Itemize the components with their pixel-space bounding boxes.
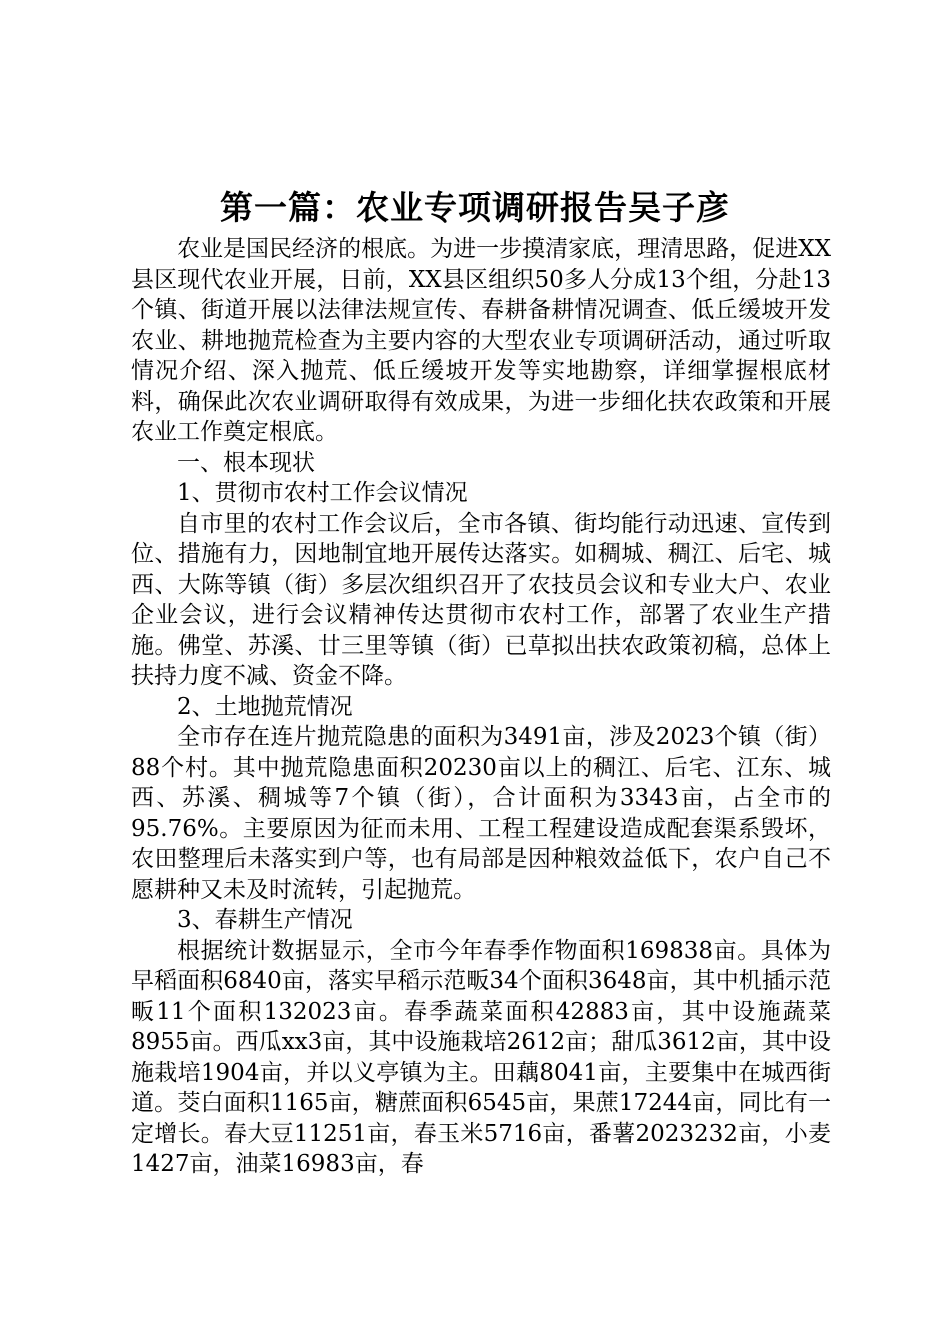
subsection-paragraph: 根据统计数据显示，全市今年春季作物面积169838亩。具体为早稻面积6840亩，落实早稻示范畈34个面积3648亩，其中机插示范畈11个面积132023亩。春季蔬菜面积42883亩，其中设施蔬菜8955亩。西瓜xx3亩，其中设施栽培2612亩；甜瓜3612亩，其中设施栽培1904亩，并以义亭镇为主。田藕8041亩，主要集中在城西街道。茭白面积1165亩，糖蔗面积6545亩，果蔗17244亩，同比有一定增长。春大豆11251亩，春玉米5716亩，番薯2023232亩，小麦1427亩，油菜16983亩，春 bbox=[131, 937, 831, 1177]
subsection-paragraph: 全市存在连片抛荒隐患的面积为3491亩，涉及2023个镇（街）88个村。其中抛荒隐患面积20230亩以上的稠江、后宅、江东、城西、苏溪、稠城等7个镇（街），合计面积为3343亩，占全市的95.76%。主要原因为征而未用、工程工程建设造成配套渠系毁坏，农田整理后未落实到户等，也有局部是因种粮效益低下，农户自己不愿耕种又未及时流转，引起抛荒。 bbox=[131, 724, 831, 903]
intro-paragraph: 农业是国民经济的根底。为进一步摸清家底，理清思路，促进XX县区现代农业开展，日前，XX县区组织50多人分成13个组，分赴13个镇、街道开展以法律法规宣传、春耕备耕情况调查、低丘缓坡开发农业、耕地抛荒检查为主要内容的大型农业专项调研活动，通过听取情况介绍、深入抛荒、低丘缓坡开发等实地勘察，详细掌握根底材料，确保此次农业调研取得有效成果，为进一步细化扶农政策和开展农业工作奠定根底。 bbox=[131, 236, 831, 445]
subsection-heading: 1、贯彻市农村工作会议情况 bbox=[177, 480, 468, 506]
section-heading: 一、根本现状 bbox=[177, 449, 315, 476]
document-body bbox=[131, 234, 831, 1180]
subsection-heading: 2、土地抛荒情况 bbox=[177, 693, 353, 720]
document-title: 第一篇：农业专项调研报告吴子彦 bbox=[220, 188, 730, 227]
subsection-paragraph: 自市里的农村工作会议后，全市各镇、街均能行动迅速、宣传到位、措施有力，因地制宜地开展传达落实。如稠城、稠江、后宅、城西、大陈等镇（街）多层次组织召开了农技员会议和专业大户、农业企业会议，进行会议精神传达贯彻市农村工作，部署了农业生产措施。佛堂、苏溪、廿三里等镇（街）已草拟出扶农政策初稿，总体上扶持力度不减、资金不降。 bbox=[131, 510, 831, 689]
subsection-heading: 3、春耕生产情况 bbox=[177, 907, 353, 933]
